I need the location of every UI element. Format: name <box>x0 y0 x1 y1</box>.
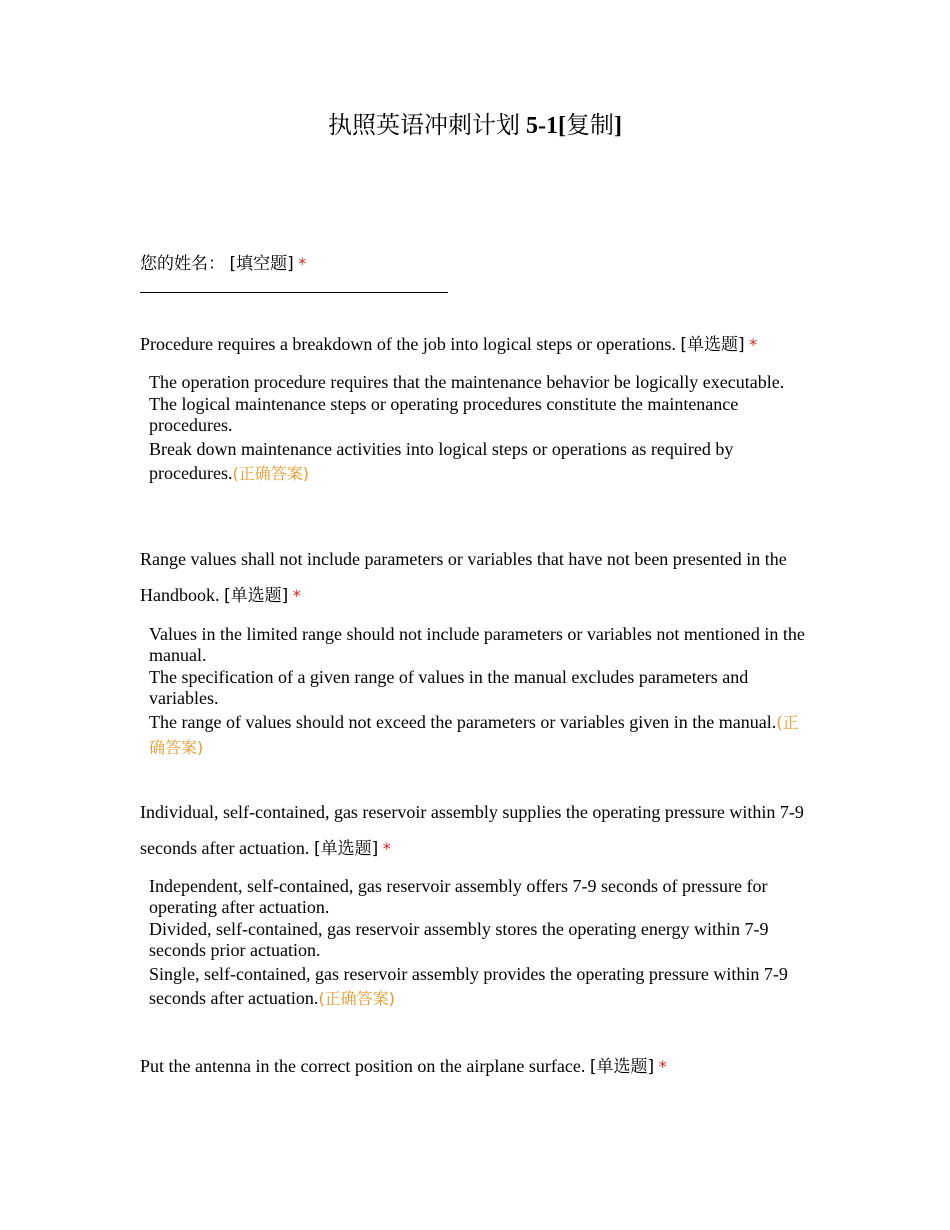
required-marker: * <box>382 839 391 858</box>
option-text: The range of values should not exceed the parameters or variables given in the manual. <box>149 712 777 732</box>
question-type: [单选题] <box>224 586 289 606</box>
required-marker: * <box>658 1057 667 1076</box>
correct-answer-mark: (正确答案) <box>149 713 799 757</box>
name-question <box>140 245 815 282</box>
question-text: Put the antenna in the correct position on the airplane surface. <box>140 1056 586 1076</box>
option-correct[interactable] <box>149 437 811 486</box>
question-type: [单选题] <box>680 335 745 355</box>
option-correct[interactable] <box>149 962 811 1011</box>
title-text: 执照英语冲刺计划 <box>328 113 520 139</box>
question-text: Individual, self-contained, gas reservoir assembly supplies the operating pressure within 7-9 seconds after actuation. <box>140 802 804 858</box>
question-1 <box>140 326 815 363</box>
question-4 <box>140 1048 815 1085</box>
option[interactable]: Divided, self-contained, gas reservoir assembly stores the operating energy within 7-9 seconds prior actuation. <box>149 919 769 960</box>
option[interactable]: Independent, self-contained, gas reservoir assembly offers 7-9 seconds of pressure for operating after actuation. <box>149 876 768 917</box>
question-3 <box>140 794 815 867</box>
question-type: [单选题] <box>589 1057 655 1077</box>
option[interactable]: The specification of a given range of values in the manual excludes parameters and variables. <box>149 667 749 708</box>
required-marker: * <box>298 254 307 273</box>
title-bracket: ] <box>613 113 622 139</box>
option[interactable]: The logical maintenance steps or operating procedures constitute the maintenance procedures. <box>149 394 739 435</box>
question-2 <box>140 541 815 614</box>
option-text: Single, self-contained, gas reservoir assembly provides the operating pressure within 7-9 seconds after actuation. <box>149 964 788 1008</box>
required-marker: * <box>749 335 758 354</box>
question-1-options <box>149 372 811 487</box>
correct-answer-mark: (正确答案) <box>318 989 395 1008</box>
question-type: [填空题] <box>229 254 294 274</box>
required-marker: * <box>292 586 301 605</box>
option[interactable]: The operation procedure requires that the maintenance behavior be logically executable. <box>149 372 785 392</box>
option[interactable]: Values in the limited range should not include parameters or variables not mentioned in the manual. <box>149 624 805 665</box>
question-type: [单选题] <box>313 839 379 859</box>
question-text: Range values shall not include parameters or variables that have not been presented in the Handbook. <box>140 549 787 605</box>
question-text: Procedure requires a breakdown of the job into logical steps or operations. <box>140 334 676 354</box>
title-copy-label: 复制 <box>565 113 614 139</box>
option-text: Break down maintenance activities into logical steps or operations as required by procedures. <box>149 439 734 483</box>
page-title <box>0 110 950 142</box>
correct-answer-mark: (正确答案) <box>232 464 309 483</box>
question-3-options <box>149 876 811 1012</box>
name-input-line[interactable] <box>140 292 448 293</box>
question-2-options <box>149 624 811 761</box>
name-label: 您的姓名： <box>140 254 225 274</box>
title-number: 5-1[ <box>526 113 566 139</box>
option-correct[interactable] <box>149 710 811 760</box>
